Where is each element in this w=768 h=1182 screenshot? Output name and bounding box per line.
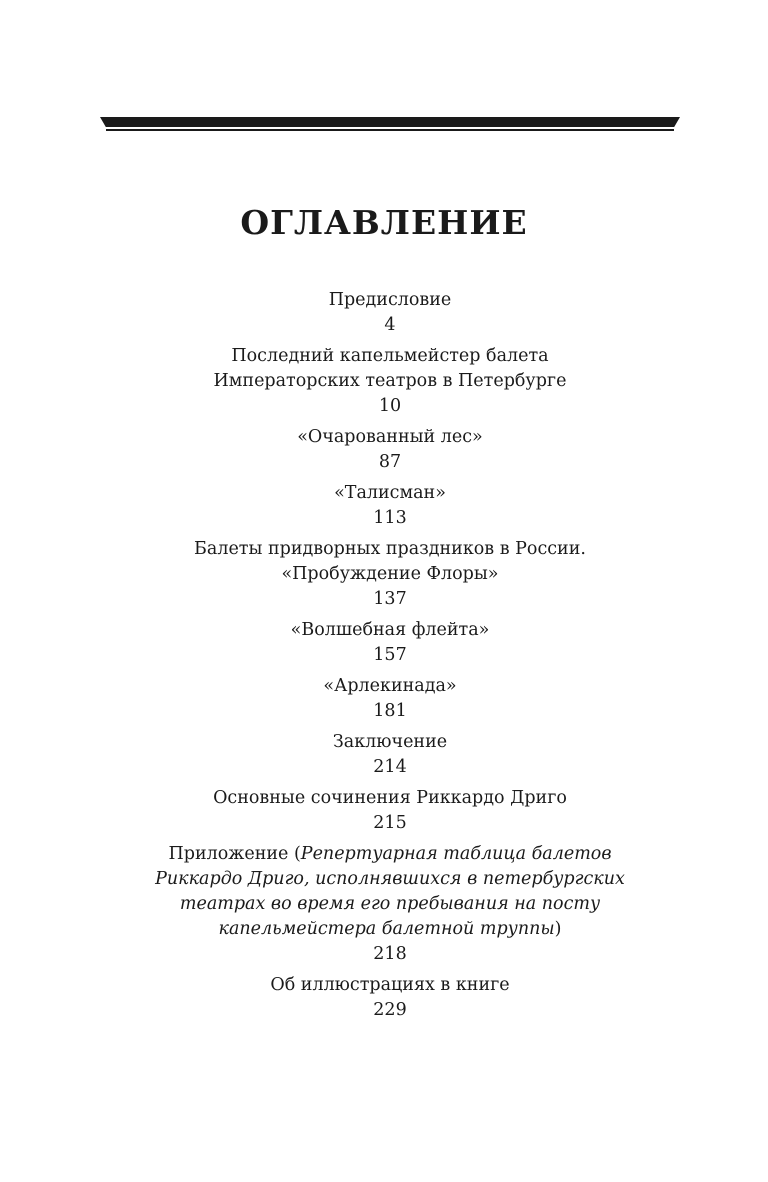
toc-entry-title: Балеты придворных праздников в России. (194, 539, 586, 559)
toc-entry-title (100, 842, 680, 867)
toc-entry-page: 215 (373, 813, 407, 833)
toc-entry-illustrations (100, 973, 680, 1023)
toc-entry-page: 10 (378, 396, 402, 416)
toc-entry-title: «Очарованный лес» (297, 427, 483, 447)
header-rule-thick (100, 117, 680, 127)
toc-entry-main-works (100, 786, 680, 836)
toc-entry-page: 181 (373, 701, 407, 721)
toc-entry-last-kapellmeister (100, 344, 680, 419)
toc-entry-title-continued: «Пробуждение Флоры» (281, 564, 499, 584)
toc-entry-page: 157 (373, 645, 407, 665)
toc-entry-court-ballets (100, 537, 680, 612)
toc-entry-harlequinade (100, 674, 680, 724)
toc-entry-title: «Арлекинада» (323, 676, 457, 696)
toc-entry-appendix (100, 842, 680, 967)
toc-entry-italic-line: Риккардо Дриго, исполнявшихся в петербургских (155, 869, 625, 889)
toc-entry-suffix: ) (554, 919, 562, 939)
toc-entry-prefix: Приложение ( (168, 844, 301, 864)
toc-entry-italic-line: Репертуарная таблица балетов (300, 844, 612, 864)
toc-entry-page: 4 (384, 315, 396, 335)
toc-entry-page: 214 (373, 757, 407, 777)
table-of-contents (100, 288, 680, 1029)
toc-entry-title: Последний капельмейстер балета (231, 346, 549, 366)
toc-entry-title-continued: Императорских театров в Петербурге (213, 371, 567, 391)
toc-entry-conclusion (100, 730, 680, 780)
toc-entry-preface (100, 288, 680, 338)
toc-entry-title: «Волшебная флейта» (290, 620, 490, 640)
header-rule-thin (106, 129, 674, 131)
toc-entry-page: 137 (373, 589, 407, 609)
toc-entry-title (100, 917, 680, 942)
toc-entry-talisman (100, 481, 680, 531)
toc-entry-enchanted-forest (100, 425, 680, 475)
toc-entry-magic-flute (100, 618, 680, 668)
toc-entry-italic-line: капельмейстера балетной труппы (218, 919, 555, 939)
toc-entry-italic-line: театрах во время его пребывания на посту (179, 894, 601, 914)
toc-entry-title: Основные сочинения Риккардо Дриго (213, 788, 567, 808)
toc-entry-page: 218 (373, 944, 407, 964)
toc-entry-page: 229 (373, 1000, 407, 1020)
toc-entry-title: «Талисман» (334, 483, 446, 503)
toc-entry-title: Предисловие (328, 290, 452, 310)
toc-entry-title: Об иллюстрациях в книге (270, 975, 510, 995)
toc-entry-title: Заключение (332, 732, 448, 752)
page-title: ОГЛАВЛЕНИЕ (240, 203, 528, 242)
toc-entry-page: 113 (373, 508, 407, 528)
toc-entry-page: 87 (378, 452, 402, 472)
